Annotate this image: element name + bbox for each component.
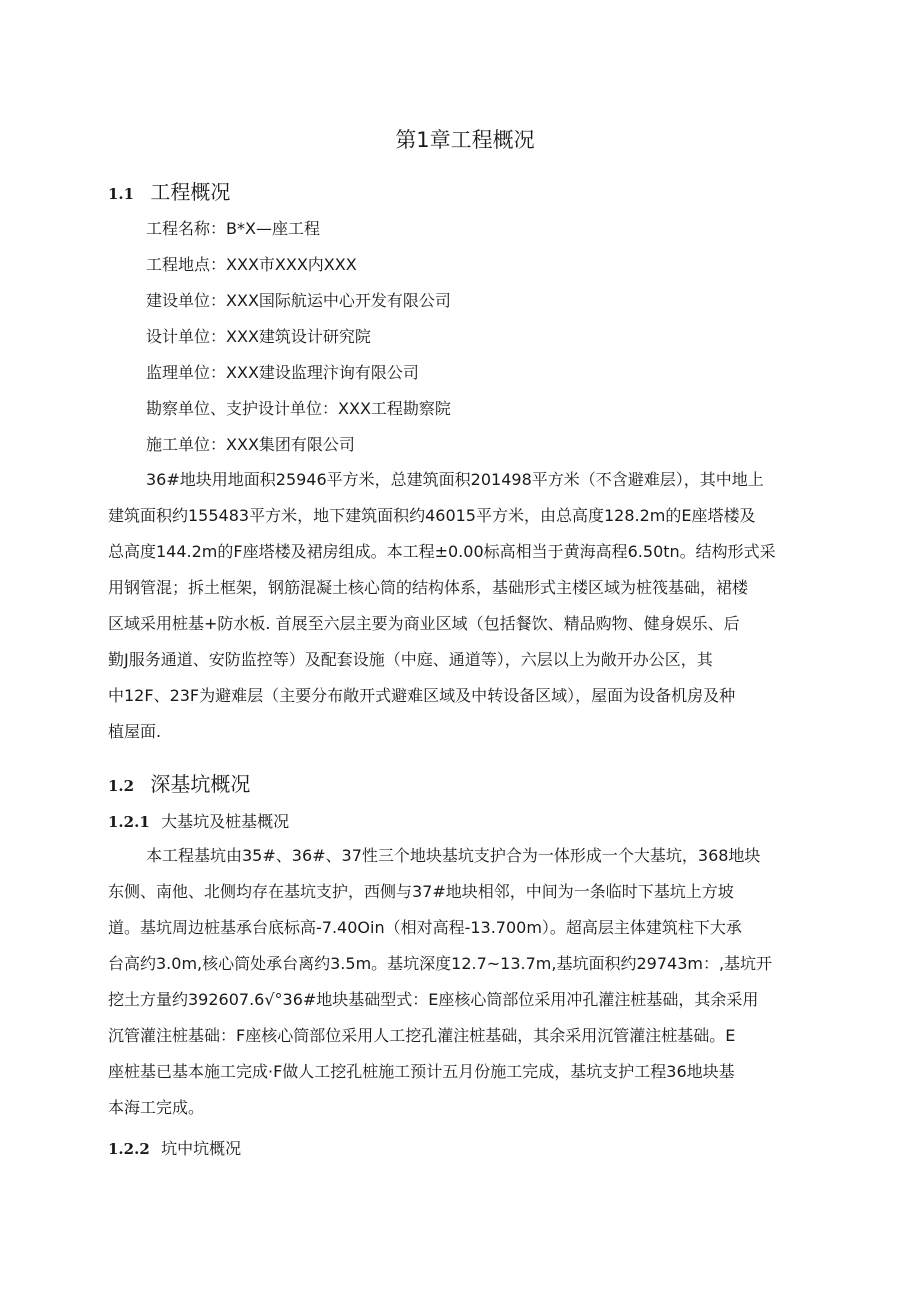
paragraph-line: 植屋面. <box>108 722 162 741</box>
section-1-2-heading <box>108 768 250 797</box>
info-project-name <box>146 216 320 239</box>
info-construction-unit <box>146 288 451 311</box>
info-design-unit <box>146 324 371 347</box>
section-number: 1.2.1 <box>108 813 150 831</box>
section-title: 坑中坑概况 <box>161 1139 242 1158</box>
info-label: 工程地点： <box>146 255 227 274</box>
section-1-2-1-paragraph <box>108 838 824 1126</box>
section-1-2-2-heading <box>108 1136 241 1159</box>
paragraph-line: 挖土方量约392607.6√°36#地块基础型式：E座核心筒部位采用冲孔灌注桩基础，其余采用 <box>108 990 759 1009</box>
section-1-2-1-heading <box>108 809 289 832</box>
info-supervision-unit <box>146 360 419 383</box>
paragraph-line: 36#地块用地面积25946平方米，总建筑面积201498平方米（不含避难层），其中地上 <box>146 470 764 489</box>
info-survey-unit <box>146 396 451 419</box>
paragraph-line: 总高度144.2m的F座塔楼及裙房组成。本工程±0.00标高相当于黄海高程6.50tn。结构形式采 <box>108 542 776 561</box>
paragraph-line: 沉管灌注桩基础：F座核心筒部位采用人工挖孔灌注桩基础，其余采用沉管灌注桩基础。E <box>108 1026 736 1045</box>
paragraph-line: 东侧、南他、北侧均存在基坑支护，西侧与37#地块相邻，中间为一条临时下基坑上方坡 <box>108 882 734 901</box>
info-value: XXX国际航运中心开发有限公司 <box>226 291 451 310</box>
info-value: XXX建筑设计研究院 <box>226 327 371 346</box>
paragraph-line: 座桩基已基本施工完成·F做人工挖孔桩施工预计五月份施工完成，基坑支护工程36地块基 <box>108 1062 735 1081</box>
section-number: 1.2 <box>108 777 135 795</box>
info-label: 施工单位： <box>146 435 227 454</box>
info-contractor-unit <box>146 432 355 455</box>
paragraph-line: 本工程基坑由35#、36#、37性三个地块基坑支护合为一体形成一个大基坑，368地块 <box>146 846 761 865</box>
section-title: 深基坑概况 <box>150 772 251 796</box>
paragraph-line: 台高约3.0m,核心筒处承台离约3.5m。基坑深度12.7~13.7m,基坑面积约29743m：,基坑开 <box>108 954 773 973</box>
info-value: XXX集团有限公司 <box>226 435 355 454</box>
info-label: 工程名称： <box>146 219 227 238</box>
section-number: 1.1 <box>108 185 135 203</box>
paragraph-line: 用钢管混；拆土框架，钢筋混凝土核心筒的结构体系，基础形式主楼区域为桩筏基础，裙楼 <box>108 578 749 597</box>
info-label: 建设单位： <box>146 291 227 310</box>
info-label: 设计单位： <box>146 327 227 346</box>
paragraph-line: 本海工完成。 <box>108 1098 205 1117</box>
paragraph-line: 中12F、23F为避难层（主要分布敞开式避难区域及中转设备区域），屋面为设备机房及种 <box>108 686 736 705</box>
paragraph-line: 区域采用桩基+防水板. 首展至六层主要为商业区域（包括餐饮、精品购物、健身娱乐、后 <box>108 614 740 633</box>
paragraph-line: 建筑面积约155483平方米，地下建筑面积约46015平方米，由总高度128.2m的E座塔楼及 <box>108 506 756 525</box>
info-value: XXX建设监理汴询有限公司 <box>226 363 419 382</box>
info-value: XXX市XXX内XXX <box>226 255 357 274</box>
info-value: XXX工程勘察院 <box>338 399 451 418</box>
section-number: 1.2.2 <box>108 1140 150 1158</box>
info-project-location <box>146 252 357 275</box>
chapter-title: 第1章工程概况 <box>395 128 535 152</box>
section-title: 大基坑及桩基概况 <box>161 812 290 831</box>
section-title: 工程概况 <box>150 180 231 204</box>
info-label: 勘察单位、支护设计单位： <box>146 399 339 418</box>
info-label: 监理单位： <box>146 363 227 382</box>
section-1-1-heading <box>108 176 230 205</box>
section-1-1-paragraph <box>108 462 824 750</box>
info-value: B*X—座工程 <box>226 219 320 238</box>
paragraph-line: 道。基坑周边桩基承台底标高-7.40Oin（相对高程-13.700m）。超高层主体建筑柱下大承 <box>108 918 742 937</box>
paragraph-line: 勤J服务通道、安防监控等）及配套设施（中庭、通道等），六层以上为敞开办公区，其 <box>108 650 713 669</box>
